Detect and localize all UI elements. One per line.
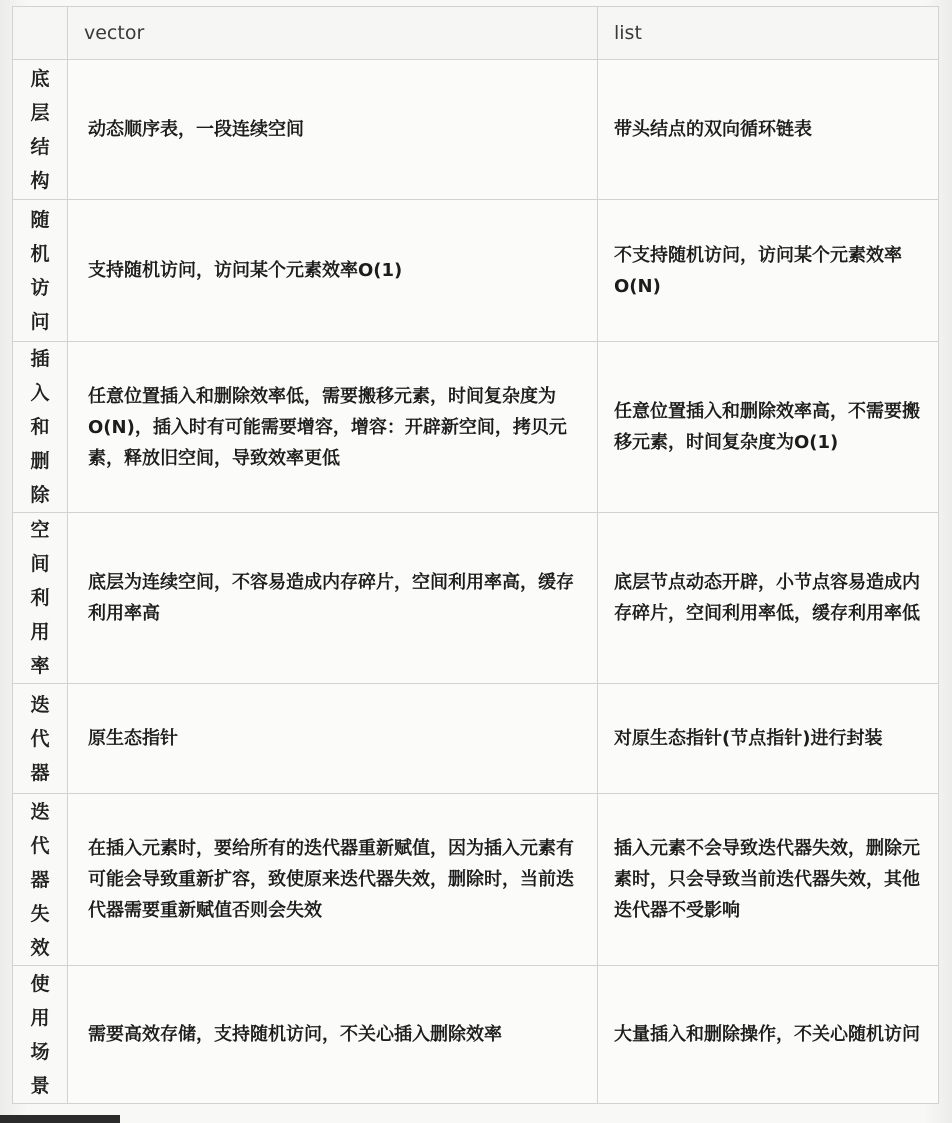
vector-cell: 在插入元素时，要给所有的迭代器重新赋值，因为插入元素有可能会导致重新扩容，致使原来迭代器失效，删除时，当前迭代器需要重新赋值否则会失效 xyxy=(68,794,598,966)
row-label: 插入和删除 xyxy=(30,348,50,506)
row-label-cell xyxy=(13,342,68,513)
header-corner-cell xyxy=(13,7,68,60)
row-label: 底层结构 xyxy=(30,67,50,192)
table-row-iterator-invalidation xyxy=(13,794,939,966)
vector-cell: 动态顺序表，一段连续空间 xyxy=(68,60,598,200)
row-label-cell xyxy=(13,60,68,200)
row-label-cell xyxy=(13,794,68,966)
vector-cell: 原生态指针 xyxy=(68,684,598,794)
row-label: 使用场景 xyxy=(30,972,50,1097)
table-row-random-access xyxy=(13,200,939,342)
table-row-iterator xyxy=(13,684,939,794)
list-cell: 底层节点动态开辟，小节点容易造成内存碎片，空间利用率低，缓存利用率低 xyxy=(598,513,939,684)
header-list: list xyxy=(598,7,939,60)
bottom-edge-strip xyxy=(0,1115,120,1123)
table-row-use-case xyxy=(13,966,939,1104)
row-label-cell xyxy=(13,966,68,1104)
row-label-cell xyxy=(13,513,68,684)
row-label: 空间利用率 xyxy=(30,519,50,677)
vector-cell: 底层为连续空间，不容易造成内存碎片，空间利用率高，缓存利用率高 xyxy=(68,513,598,684)
list-cell: 对原生态指针(节点指针)进行封装 xyxy=(598,684,939,794)
list-cell: 大量插入和删除操作，不关心随机访问 xyxy=(598,966,939,1104)
list-cell: 不支持随机访问，访问某个元素效率O(N) xyxy=(598,200,939,342)
table-row-insert-delete xyxy=(13,342,939,513)
comparison-table xyxy=(12,6,939,1104)
list-cell: 带头结点的双向循环链表 xyxy=(598,60,939,200)
row-label-cell xyxy=(13,684,68,794)
list-cell: 插入元素不会导致迭代器失效，删除元素时，只会导致当前迭代器失效，其他迭代器不受影响 xyxy=(598,794,939,966)
vector-cell: 需要高效存储，支持随机访问，不关心插入删除效率 xyxy=(68,966,598,1104)
row-label: 迭代器 xyxy=(30,693,50,784)
list-cell: 任意位置插入和删除效率高，不需要搬移元素，时间复杂度为O(1) xyxy=(598,342,939,513)
header-row xyxy=(13,7,939,60)
header-vector: vector xyxy=(68,7,598,60)
table-row-underlying-structure xyxy=(13,60,939,200)
row-label: 随机访问 xyxy=(30,208,50,333)
table-row-space-utilization xyxy=(13,513,939,684)
vector-cell: 支持随机访问，访问某个元素效率O(1) xyxy=(68,200,598,342)
vector-cell: 任意位置插入和删除效率低，需要搬移元素，时间复杂度为O(N)，插入时有可能需要增容，增容：开辟新空间，拷贝元素，释放旧空间，导致效率更低 xyxy=(68,342,598,513)
row-label-cell xyxy=(13,200,68,342)
row-label: 迭代器失效 xyxy=(30,800,50,959)
